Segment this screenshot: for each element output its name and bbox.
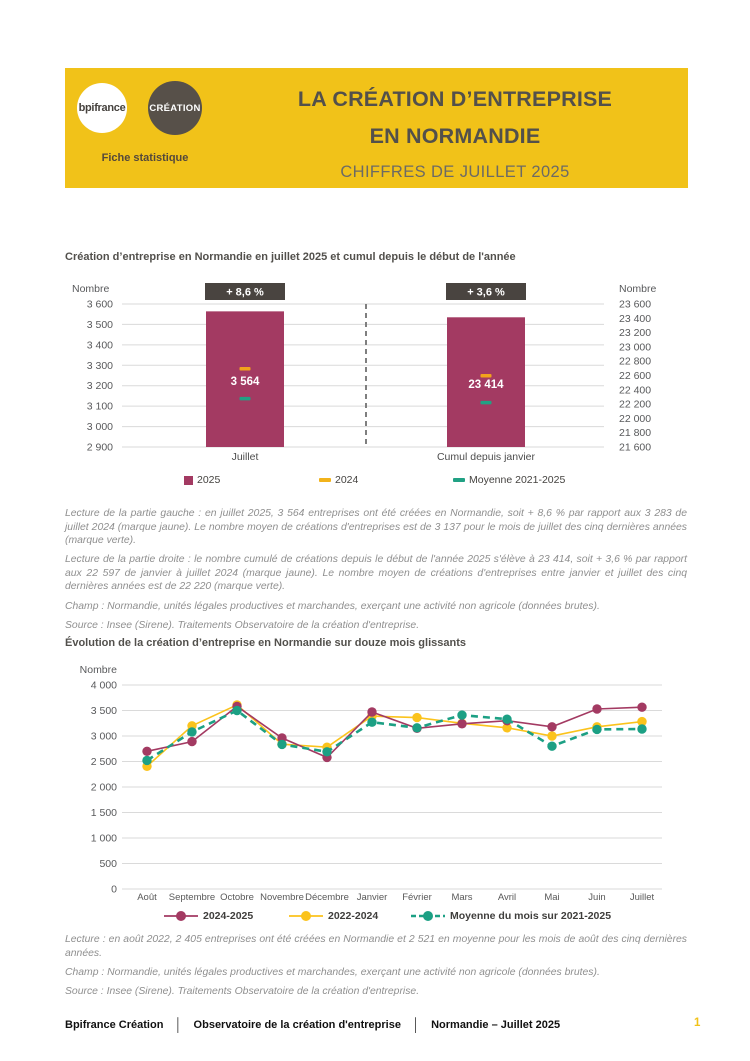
- svg-text:Mai: Mai: [544, 892, 560, 903]
- data-point: [592, 704, 601, 713]
- champ-text-2: Champ : Normandie, unités légales productives et marchandes, exerçant une activité non agricole (données brutes).: [65, 966, 600, 978]
- svg-text:2 900: 2 900: [86, 441, 113, 454]
- creation-logo-text: CRÉATION: [149, 102, 201, 114]
- title-block: [230, 81, 680, 185]
- notes-block-2: [65, 933, 687, 1004]
- svg-text:Juillet: Juillet: [231, 451, 259, 463]
- svg-text:Mars: Mars: [451, 892, 473, 903]
- data-point: [367, 707, 376, 716]
- data-point: [547, 722, 556, 731]
- svg-text:+ 8,6 %: + 8,6 %: [226, 286, 264, 299]
- data-point: [637, 703, 646, 712]
- svg-text:3 500: 3 500: [90, 705, 117, 717]
- bpifrance-logo-text: bpifrance: [78, 102, 126, 114]
- source-text-2: Source : Insee (Sirene). Traitements Observatoire de la création d'entreprise.: [65, 985, 420, 997]
- mark-2024: [481, 374, 492, 378]
- svg-text:22 600: 22 600: [619, 370, 652, 382]
- data-point: [412, 723, 421, 732]
- svg-text:500: 500: [99, 858, 117, 870]
- svg-text:23 200: 23 200: [619, 327, 652, 340]
- champ-text: Champ : Normandie, unités légales productives et marchandes, exerçant une activité non agricole (données brutes).: [65, 600, 600, 612]
- line-dot-marker: [288, 910, 324, 922]
- line-chart-title: Évolution de la création d’entreprise en Normandie sur douze mois glissants: [65, 637, 466, 649]
- svg-text:22 200: 22 200: [619, 398, 652, 411]
- data-point: [142, 756, 151, 765]
- svg-text:3 500: 3 500: [86, 318, 113, 331]
- data-point: [367, 718, 376, 727]
- svg-text:1 500: 1 500: [90, 807, 117, 819]
- svg-text:Février: Février: [402, 892, 432, 903]
- footer-observatory: Observatoire de la création d'entreprise: [193, 1018, 401, 1031]
- creation-logo: [148, 81, 202, 135]
- lecture-gauche-text: Lecture de la partie gauche : en juillet 2025, 3 564 entreprises ont été créées en Normandie, soit + 8,6 % par rapport aux 3 283 de juillet 2024 (marque jaune). Le nombre moyen de créations d'entreprises est de 3 137 pour le mois de juillet des cinq dernières années (marque verte).: [65, 508, 687, 547]
- dash-marker: [453, 478, 465, 482]
- svg-text:Novembre: Novembre: [260, 892, 304, 903]
- tagline: Fiche statistique: [101, 152, 189, 164]
- svg-text:Septembre: Septembre: [168, 892, 216, 903]
- svg-text:4 000: 4 000: [90, 679, 117, 692]
- data-point: [547, 731, 556, 740]
- svg-text:21 600: 21 600: [619, 441, 652, 454]
- page-title-line2: EN NORMANDIE: [369, 124, 541, 148]
- bpifrance-logo: [77, 83, 127, 133]
- svg-text:22 000: 22 000: [619, 412, 652, 425]
- bar-chart-legend: [65, 474, 687, 490]
- data-point: [322, 747, 331, 756]
- legend-label: Moyenne 2021-2025: [469, 474, 566, 486]
- svg-text:0: 0: [111, 883, 117, 896]
- svg-text:23 414: 23 414: [468, 379, 504, 391]
- svg-text:3 300: 3 300: [86, 359, 113, 372]
- header-banner: [65, 68, 688, 188]
- footer-brand: Bpifrance Création: [65, 1018, 164, 1031]
- data-point: [142, 747, 151, 756]
- svg-text:Juin: Juin: [588, 892, 606, 903]
- svg-text:23 400: 23 400: [619, 312, 652, 325]
- line-chart-plot: [80, 664, 662, 903]
- footer-region-date: Normandie – Juillet 2025: [431, 1018, 561, 1031]
- data-point: [232, 706, 241, 715]
- data-point: [637, 724, 646, 733]
- mark-2024: [240, 367, 251, 371]
- svg-text:3 400: 3 400: [86, 339, 113, 352]
- legend-item: [319, 474, 358, 486]
- svg-text:3 100: 3 100: [86, 400, 113, 413]
- lecture-text: Lecture : en août 2022, 2 405 entreprises ont été créées en Normandie et 2 521 en moyenne pour les mois de août des cinq dernières années.: [65, 934, 687, 959]
- bar-chart-plot: [72, 283, 657, 463]
- mark-moyenne: [481, 401, 492, 405]
- series-line: [147, 706, 642, 757]
- data-point: [547, 742, 556, 751]
- legend-label: 2024: [335, 474, 359, 486]
- bar-group-2: [437, 283, 536, 463]
- data-point: [277, 740, 286, 749]
- source-text: Source : Insee (Sirene). Traitements Observatoire de la création d'entreprise.: [65, 619, 420, 631]
- footer: [65, 1017, 560, 1032]
- svg-text:2 500: 2 500: [90, 756, 117, 768]
- page-title-line1: LA CRÉATION D’ENTREPRISE: [297, 87, 613, 111]
- svg-text:1 000: 1 000: [90, 832, 117, 845]
- legend-item: [453, 474, 565, 486]
- data-point: [412, 713, 421, 722]
- legend-label: Moyenne du mois sur 2021-2025: [450, 910, 612, 922]
- legend-item: [288, 910, 378, 922]
- svg-text:Nombre: Nombre: [79, 664, 117, 676]
- footer-separator-2: │: [411, 1017, 421, 1032]
- footer-separator-1: │: [174, 1017, 183, 1032]
- svg-text:23 600: 23 600: [619, 298, 652, 311]
- svg-text:Octobre: Octobre: [220, 892, 254, 903]
- svg-text:Avril: Avril: [497, 892, 517, 903]
- svg-text:3 564: 3 564: [230, 376, 260, 388]
- svg-text:Janvier: Janvier: [356, 892, 388, 903]
- line-dot-marker: [163, 910, 199, 922]
- svg-text:22 400: 22 400: [619, 384, 652, 397]
- series-moyenne-du-mois-sur-2021-2025: [142, 706, 646, 765]
- page-subtitle: CHIFFRES DE JUILLET 2025: [340, 163, 570, 181]
- svg-text:Cumul depuis janvier: Cumul depuis janvier: [436, 451, 536, 463]
- bar-group-1: [205, 283, 285, 463]
- bar-chart: [65, 275, 685, 470]
- svg-text:22 800: 22 800: [619, 355, 652, 368]
- svg-text:+ 3,6 %: + 3,6 %: [467, 286, 505, 299]
- legend-item: [163, 910, 253, 922]
- svg-text:3 000: 3 000: [90, 730, 117, 743]
- data-point: [187, 737, 196, 746]
- svg-text:3 200: 3 200: [86, 380, 113, 393]
- svg-text:3 000: 3 000: [86, 421, 113, 434]
- svg-text:3 600: 3 600: [86, 298, 113, 311]
- svg-text:Juillet: Juillet: [629, 892, 655, 903]
- legend-label: 2025: [197, 474, 221, 486]
- mark-moyenne: [240, 397, 251, 401]
- line-dot-marker: [410, 910, 446, 922]
- square-marker: [184, 476, 193, 485]
- data-point: [187, 727, 196, 736]
- data-point: [457, 719, 466, 728]
- svg-text:Nombre: Nombre: [619, 283, 657, 295]
- svg-text:23 000: 23 000: [619, 341, 652, 354]
- legend-item: [410, 910, 611, 922]
- lecture-droite-text: Lecture de la partie droite : le nombre cumulé de créations depuis le début de l'année 2025 s'élève à 23 414, soit + 3,6 % par rapport aux 22 597 de janvier à juillet 2024 (marque jaune). Le nombre moyen de créations d'entreprises entre janvier et juillet des cinq dernières années est de 22 220 (marque verte).: [65, 554, 687, 593]
- dash-marker: [319, 478, 331, 482]
- line-chart-legend: [65, 910, 687, 926]
- legend-label: 2024-2025: [203, 910, 254, 922]
- legend-label: 2022-2024: [328, 910, 379, 922]
- svg-text:2 000: 2 000: [90, 781, 117, 794]
- series-line: [147, 711, 642, 761]
- svg-text:Août: Août: [137, 892, 157, 903]
- bar-chart-title: Création d’entreprise en Normandie en juillet 2025 et cumul depuis le début de l'année: [65, 251, 516, 263]
- legend-item: [184, 474, 220, 486]
- svg-text:Décembre: Décembre: [305, 892, 349, 903]
- data-point: [502, 715, 511, 724]
- line-chart: [65, 660, 685, 910]
- page-number: 1: [694, 1017, 701, 1029]
- notes-block-1: [65, 507, 687, 638]
- svg-text:21 800: 21 800: [619, 427, 652, 440]
- data-point: [592, 725, 601, 734]
- svg-text:Nombre: Nombre: [72, 283, 110, 295]
- data-point: [457, 710, 466, 719]
